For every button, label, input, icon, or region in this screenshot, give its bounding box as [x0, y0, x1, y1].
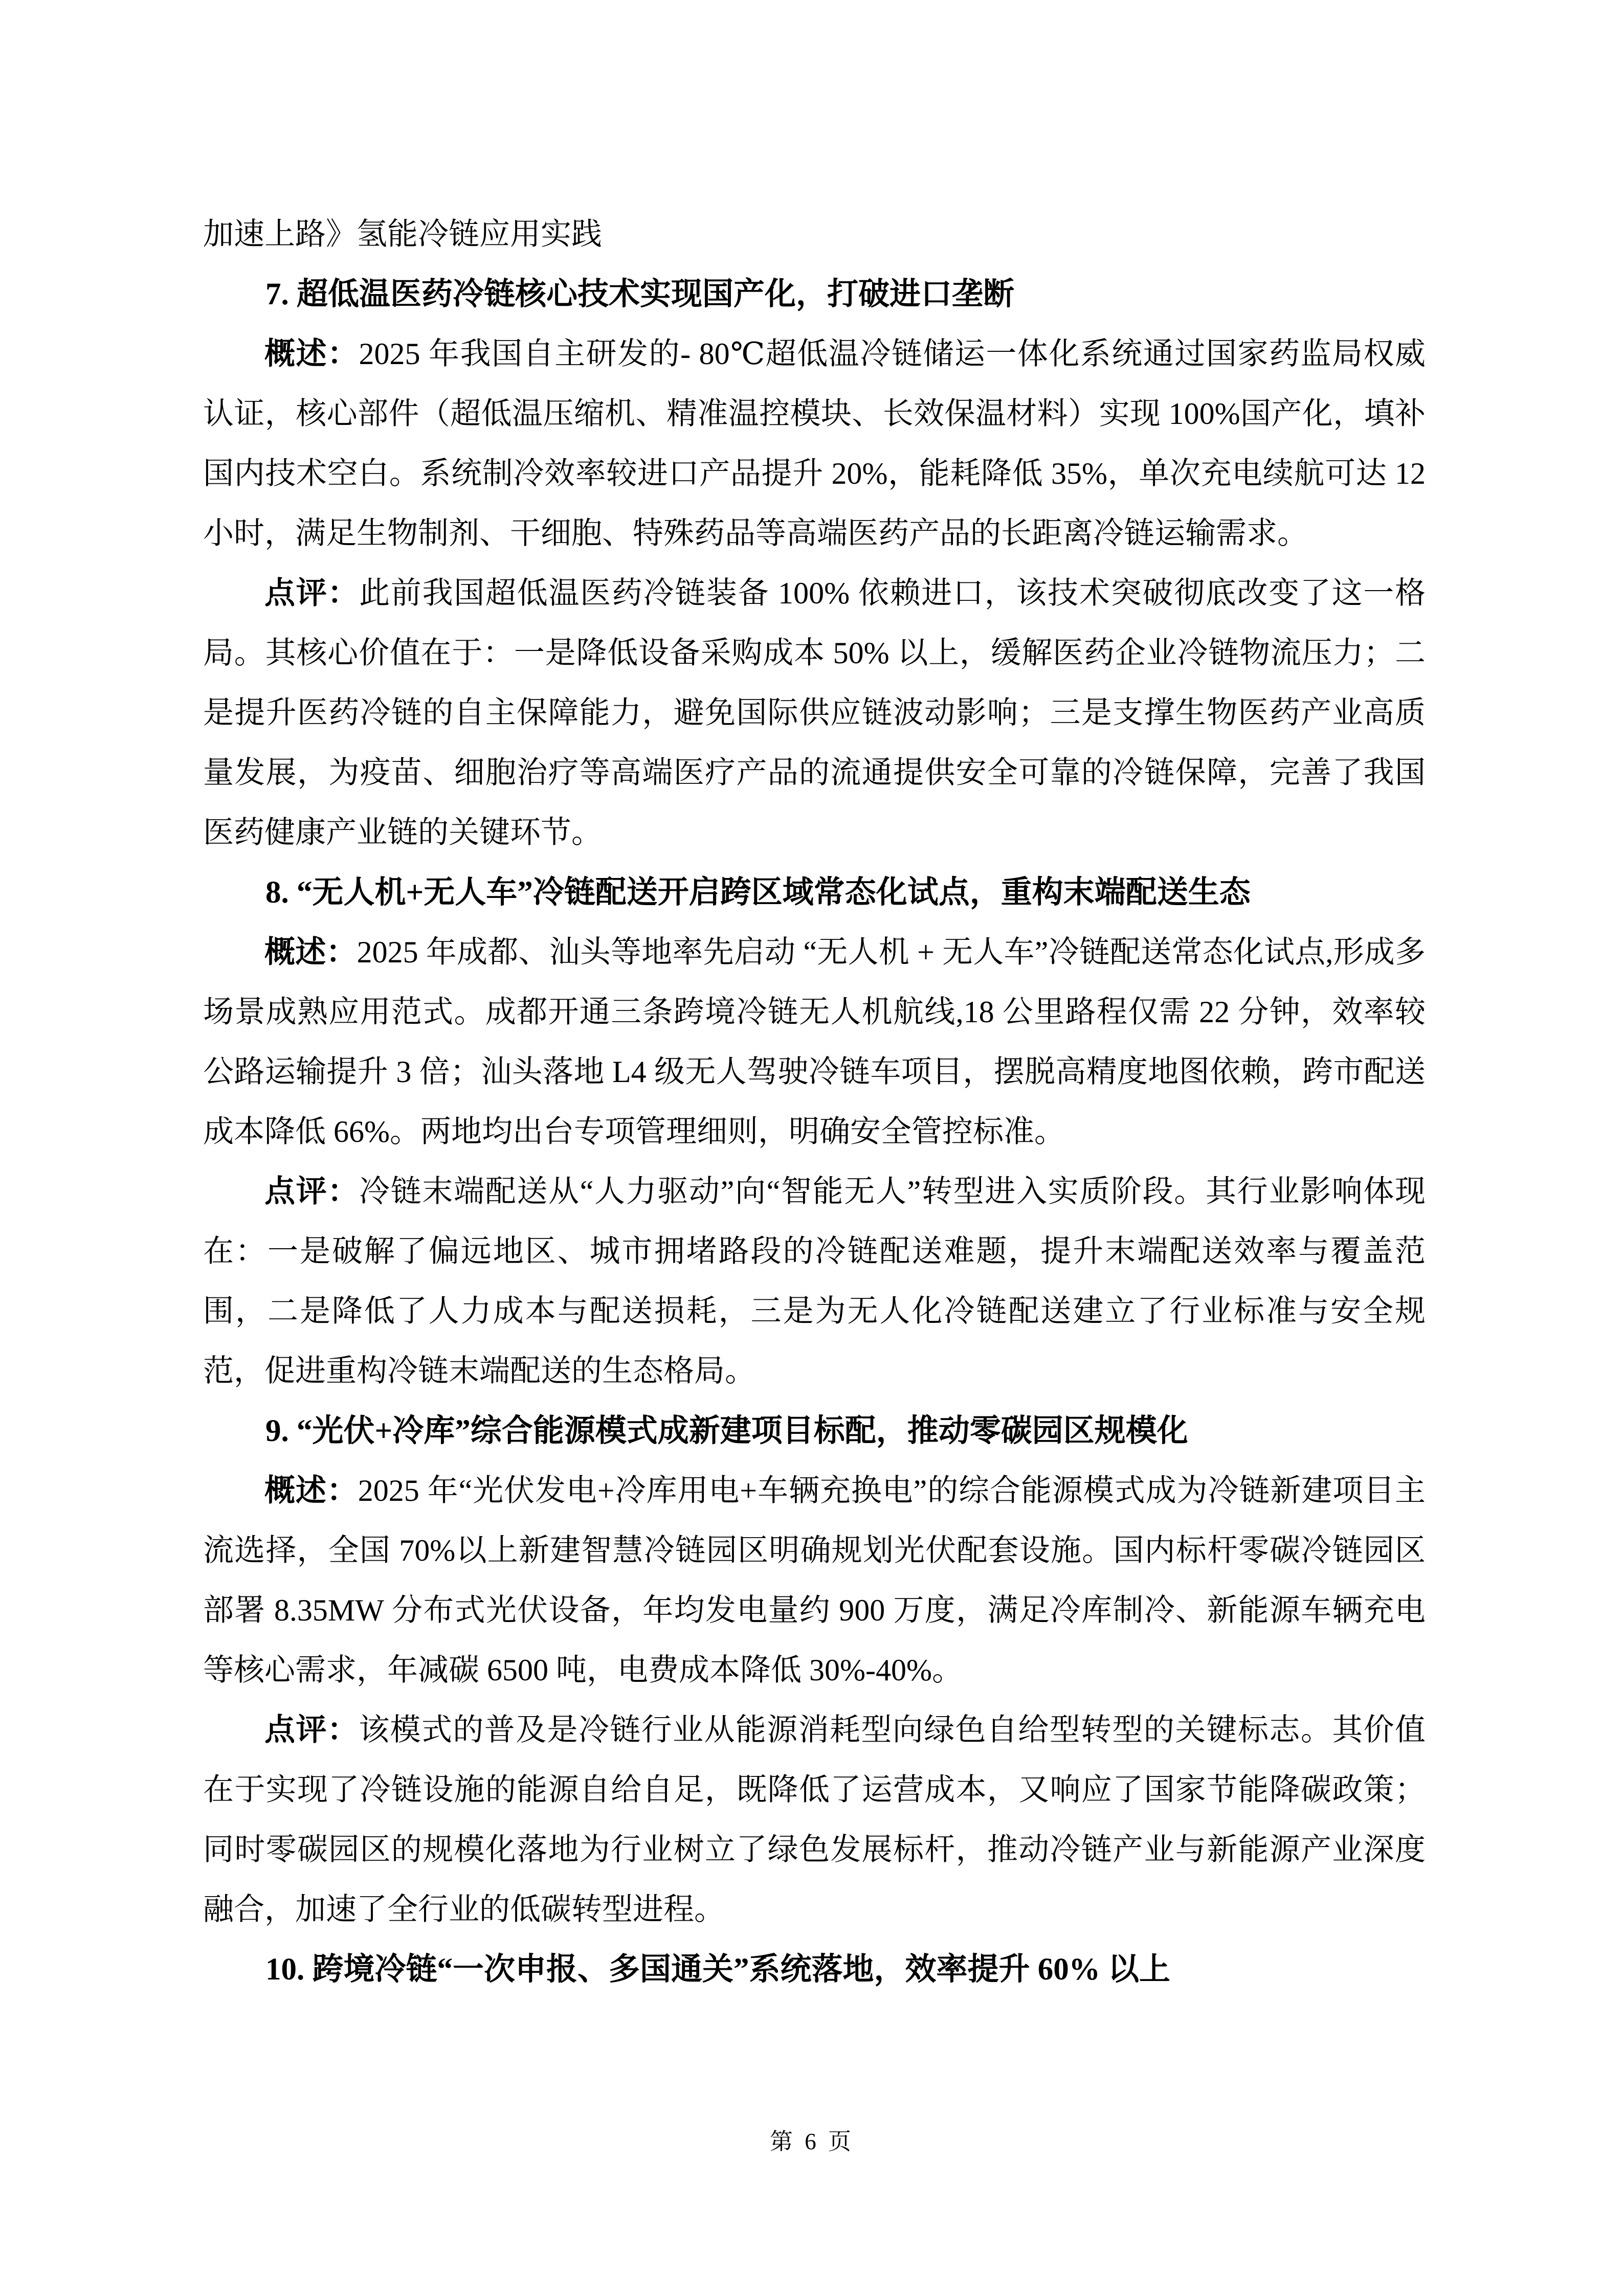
- document-body: [203, 205, 1426, 1999]
- page-number: 第 6 页: [769, 2129, 854, 2154]
- comment-label: 点评：: [264, 1175, 360, 1208]
- overview-label: 概述：: [264, 1474, 358, 1507]
- section-7-overview-paragraph: [203, 324, 1426, 564]
- section-9-heading: 9. “光伏+冷库”综合能源模式成新建项目标配，推动零碳园区规模化: [265, 1414, 1188, 1448]
- continuation-line: 加速上路》氢能冷链应用实践: [203, 217, 602, 251]
- section-9-overview-paragraph: [203, 1461, 1426, 1700]
- comment-text: 该模式的普及是冷链行业从能源消耗型向绿色自给型转型的关键标志。其价值在于实现了冷链设施的能源自给自足，既降低了运营成本，又响应了国家节能降碳政策；同时零碳园区的规模化落地为行业树立了绿色发展标杆，推动冷链产业与新能源产业深度融合，加速了全行业的低碳转型进程。: [203, 1713, 1426, 1926]
- comment-label: 点评：: [264, 576, 360, 610]
- section-10-heading: 10. 跨境冷链“一次申报、多国通关”系统落地，效率提升 60% 以上: [265, 1952, 1171, 1987]
- comment-text: 此前我国超低温医药冷链装备 100% 依赖进口，该技术突破彻底改变了这一格局。其核心价值在于：一是降低设备采购成本 50% 以上，缓解医药企业冷链物流压力；二是提升医药冷链的自主保障能力，避免国际供应链波动影响；三是支撑生物医药产业高质量发展，为疫苗、细胞治疗等高端医疗产品的流通提供安全可靠的冷链保障，完善了我国医药健康产业链的关键环节。: [203, 576, 1426, 849]
- comment-label: 点评：: [264, 1713, 359, 1747]
- section-9-comment-paragraph: [203, 1700, 1426, 1940]
- overview-text: 2025 年成都、汕头等地率先启动 “无人机 + 无人车”冷链配送常态化试点,形成多场景成熟应用范式。成都开通三条跨境冷链无人机航线,18 公里路程仅需 22 分钟，效率较公路运输提升 3 倍；汕头落地 L4 级无人驾驶冷链车项目，摆脱高精度地图依赖，跨市配送成本降低 66%。两地均出台专项管理细则，明确安全管控标准。: [203, 935, 1426, 1149]
- section-7-comment-paragraph: [203, 564, 1426, 863]
- comment-text: 冷链末端配送从“人力驱动”向“智能无人”转型进入实质阶段。其行业影响体现在：一是破解了偏远地区、城市拥堵路段的冷链配送难题，提升末端配送效率与覆盖范围，二是降低了人力成本与配送损耗，三是为无人化冷链配送建立了行业标准与安全规范，促进重构冷链末端配送的生态格局。: [203, 1175, 1426, 1388]
- section-7-heading: 7. 超低温医药冷链核心技术实现国产化，打破进口垄断: [265, 277, 1015, 311]
- section-8-overview-paragraph: [203, 922, 1426, 1162]
- section-8-comment-paragraph: [203, 1162, 1426, 1401]
- overview-label: 概述：: [264, 337, 359, 371]
- overview-label: 概述：: [264, 935, 357, 969]
- overview-text: 2025 年我国自主研发的- 80℃超低温冷链储运一体化系统通过国家药监局权威认证，核心部件（超低温压缩机、精准温控模块、长效保温材料）实现 100%国产化，填补国内技术空白。系统制冷效率较进口产品提升 20%，能耗降低 35%，单次充电续航可达 12 小时，满足生物制剂、干细胞、特殊药品等高端医药产品的长距离冷链运输需求。: [203, 337, 1426, 550]
- section-8-heading: 8. “无人机+无人车”冷链配送开启跨区域常态化试点，重构末端配送生态: [265, 875, 1251, 910]
- overview-text: 2025 年“光伏发电+冷库用电+车辆充换电”的综合能源模式成为冷链新建项目主流选择，全国 70%以上新建智慧冷链园区明确规划光伏配套设施。国内标杆零碳冷链园区部署 8.35MW 分布式光伏设备，年均发电量约 900 万度，满足冷库制冷、新能源车辆充电等核心需求，年减碳 6500 吨，电费成本降低 30%-40%。: [203, 1474, 1426, 1687]
